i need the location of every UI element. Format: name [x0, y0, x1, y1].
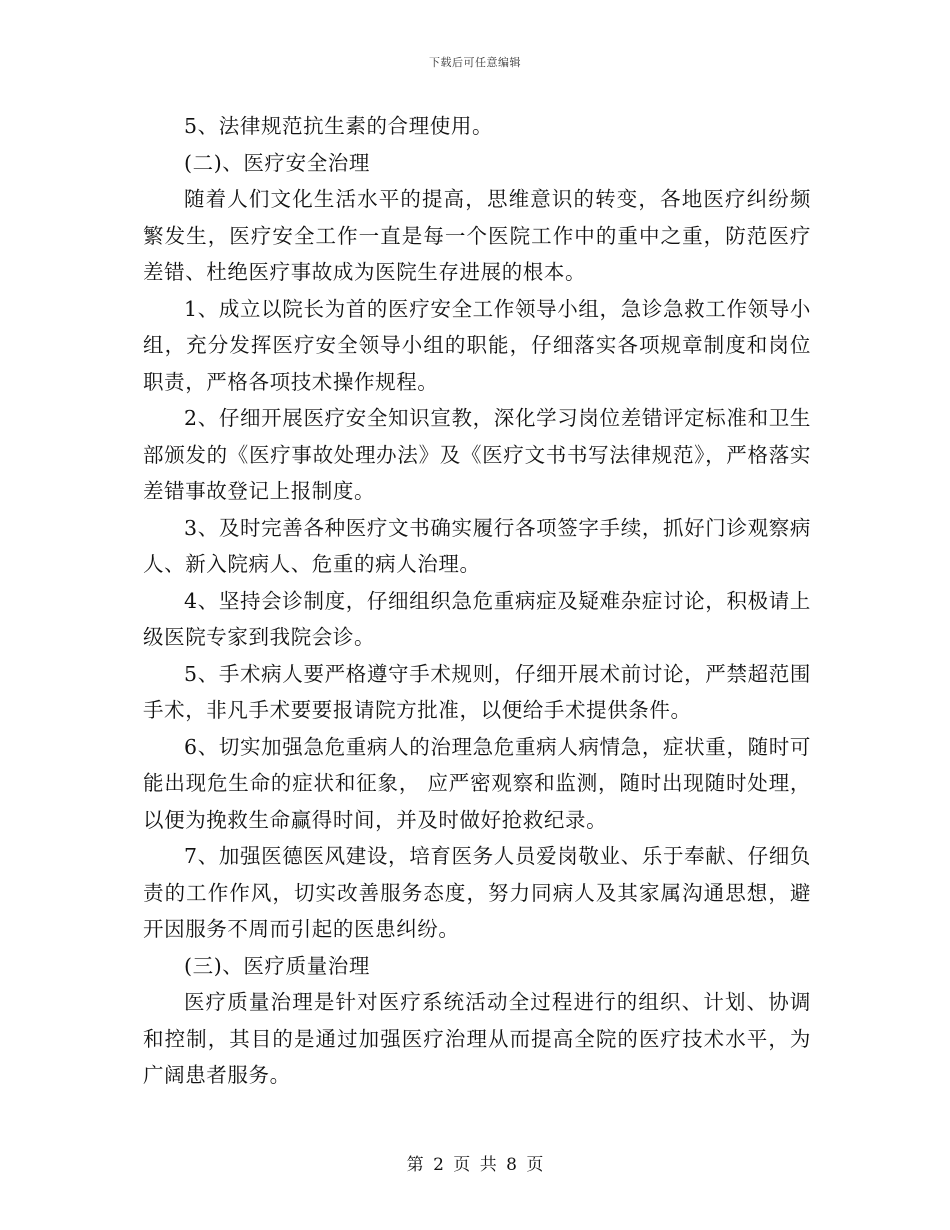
paragraph: 5、手术病人要严格遵守手术规则，仔细开展术前讨论，严禁超范围手术，非凡手术要要报请院方批准，以便给手术提供条件。 [143, 661, 811, 722]
page-number-footer: 第 2 页 共 8 页 [406, 1155, 544, 1175]
section-heading: (三)、医疗质量治理 [184, 953, 370, 978]
paragraph: 5、法律规范抗生素的合理使用。 [184, 114, 494, 138]
paragraph: 医疗质量治理是针对医疗系统活动全过程进行的组织、计划、协调和控制，其目的是通过加强医疗治理从而提高全院的医疗技术水平，为广阔患者服务。 [143, 990, 811, 1087]
paragraph: 3、及时完善各种医疗文书确实履行各项签字手续，抓好门诊观察病人、新入院病人、危重的病人治理。 [143, 515, 811, 576]
paragraph: 6、切实加强急危重病人的治理急危重病人病情急，症状重，随时可能出现危生命的症状和征象， 应严密观察和监测，随时出现随时处理，以便为挽救生命赢得时间，并及时做好抢救纪录。 [143, 734, 811, 832]
paragraph: 2、仔细开展医疗安全知识宣教，深化学习岗位差错评定标准和卫生部颁发的《医疗事故处理办法》及《医疗文书书写法律规范》，严格落实差错事故登记上报制度。 [143, 406, 811, 503]
section-heading: (二)、医疗安全治理 [184, 150, 370, 175]
paragraph: 1、成立以院长为首的医疗安全工作领导小组，急诊急救工作领导小组，充分发挥医疗安全领导小组的职能，仔细落实各项规章制度和岗位职责，严格各项技术操作规程。 [143, 296, 811, 394]
paragraph: 随着人们文化生活水平的提高，思维意识的转变，各地医疗纠纷频繁发生，医疗安全工作一直是每一个医院工作中的重中之重，防范医疗差错、杜绝医疗事故成为医院生存进展的根本。 [143, 187, 811, 284]
paragraph: 7、加强医德医风建设，培育医务人员爱岗敬业、乐于奉献、仔细负责的工作作风，切实改善服务态度，努力同病人及其家属沟通思想，避开因服务不周而引起的医患纠纷。 [143, 844, 811, 941]
page-header: 下载后可任意编辑 [429, 56, 521, 69]
document-body [143, 108, 811, 1094]
paragraph: 4、坚持会诊制度，仔细组织急危重病症及疑难杂症讨论，积极请上级医院专家到我院会诊。 [143, 588, 811, 649]
